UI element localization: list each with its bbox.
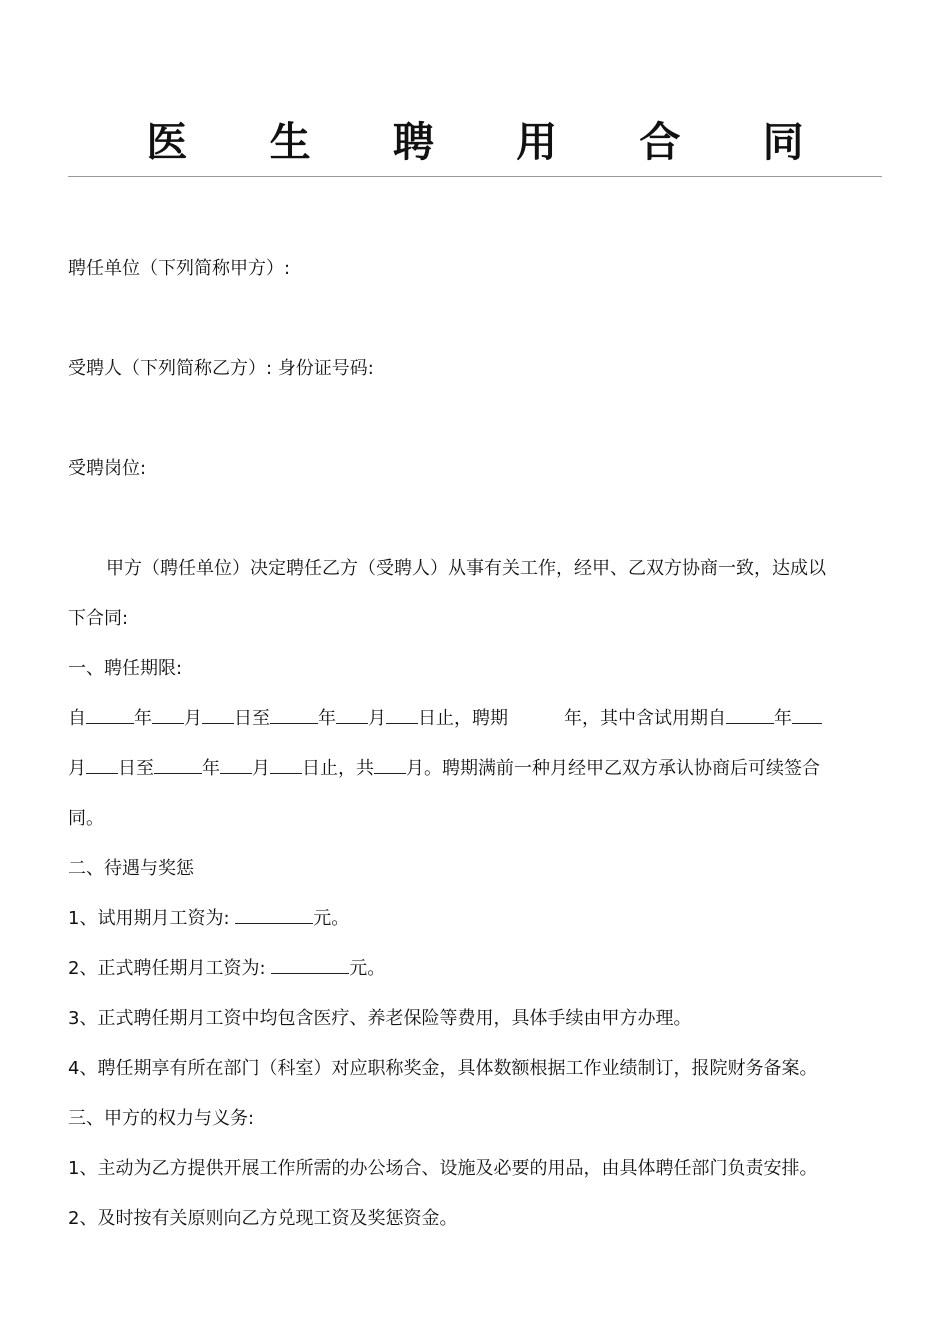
- id-number-label: 身份证号码:: [277, 358, 374, 379]
- section-2-heading: 二、待遇与奖惩: [68, 858, 194, 879]
- term-text: 日至: [118, 758, 154, 779]
- blank-months-total: [374, 755, 406, 774]
- term-text: 日止，共: [302, 758, 374, 779]
- intro-paragraph-line-1: 甲方（聘任单位）决定聘任乙方（受聘人）从事有关工作，经甲、乙双方协商一致，达成以: [106, 558, 826, 579]
- term-text: 日至: [234, 708, 270, 729]
- blank-year: [154, 755, 202, 774]
- salary-unit: 元。: [349, 958, 386, 979]
- blank-month: [152, 705, 184, 724]
- blank-month: [792, 705, 822, 724]
- salary-formal-item: [68, 955, 882, 983]
- blank-year: [726, 705, 774, 724]
- insurance-item: 3、正式聘任期月工资中均包含医疗、养老保险等费用，具体手续由甲方办理。: [68, 1008, 692, 1029]
- term-text: 月: [184, 708, 202, 729]
- term-text: 年: [134, 708, 152, 729]
- salary-probation-label: 1、试用期月工资为:: [68, 908, 230, 929]
- document-title: 医 生 聘 用 合 同: [146, 118, 838, 166]
- title-divider: [68, 176, 882, 177]
- intro-paragraph-line-2: 下合同:: [68, 608, 129, 629]
- term-text: 月: [68, 758, 86, 779]
- employee-label: 受聘人（下列简称乙方）:: [68, 358, 273, 379]
- term-line-2: [68, 755, 882, 783]
- salary-formal-label: 2、正式聘任期月工资为:: [68, 958, 266, 979]
- blank-year: [270, 705, 318, 724]
- blank-amount: [235, 905, 313, 924]
- blank-day: [386, 705, 418, 724]
- employee-field: [68, 355, 882, 383]
- term-line-1: [68, 705, 882, 733]
- term-text: 月: [252, 758, 270, 779]
- position-label: 受聘岗位:: [68, 458, 147, 479]
- blank-day: [270, 755, 302, 774]
- blank-day: [202, 705, 234, 724]
- employer-label: 聘任单位（下列简称甲方）:: [68, 258, 291, 279]
- blank-month: [220, 755, 252, 774]
- bonus-item: 4、聘任期享有所在部门（科室）对应职称奖金，具体数额根据工作业绩制订，报院财务备案。: [68, 1058, 818, 1079]
- blank-year: [86, 705, 134, 724]
- term-text: 年: [202, 758, 220, 779]
- blank-amount: [271, 955, 349, 974]
- term-line-3: 同。: [68, 808, 104, 829]
- salary-probation-item: [68, 905, 882, 933]
- section-3-heading: 三、甲方的权力与义务:: [68, 1108, 255, 1129]
- term-text: 年，其中含试用期自: [564, 708, 726, 729]
- term-text: 月。聘期满前一种月经甲乙双方承认协商后可续签合: [406, 758, 820, 779]
- term-text: 年: [774, 708, 792, 729]
- payment-item: 2、及时按有关原则向乙方兑现工资及奖惩资金。: [68, 1208, 458, 1229]
- position-field: [68, 455, 882, 483]
- office-provision-item: 1、主动为乙方提供开展工作所需的办公场合、设施及必要的用品，由具体聘任部门负责安排。: [68, 1158, 818, 1179]
- term-text: 月: [368, 708, 386, 729]
- term-text: 年: [318, 708, 336, 729]
- term-text: 自: [68, 708, 86, 729]
- section-1-heading: 一、聘任期限:: [68, 658, 183, 679]
- blank-month: [336, 705, 368, 724]
- employer-field: [68, 255, 882, 283]
- salary-unit: 元。: [313, 908, 350, 929]
- term-text: 日止，聘期: [418, 708, 508, 729]
- blank-day: [86, 755, 118, 774]
